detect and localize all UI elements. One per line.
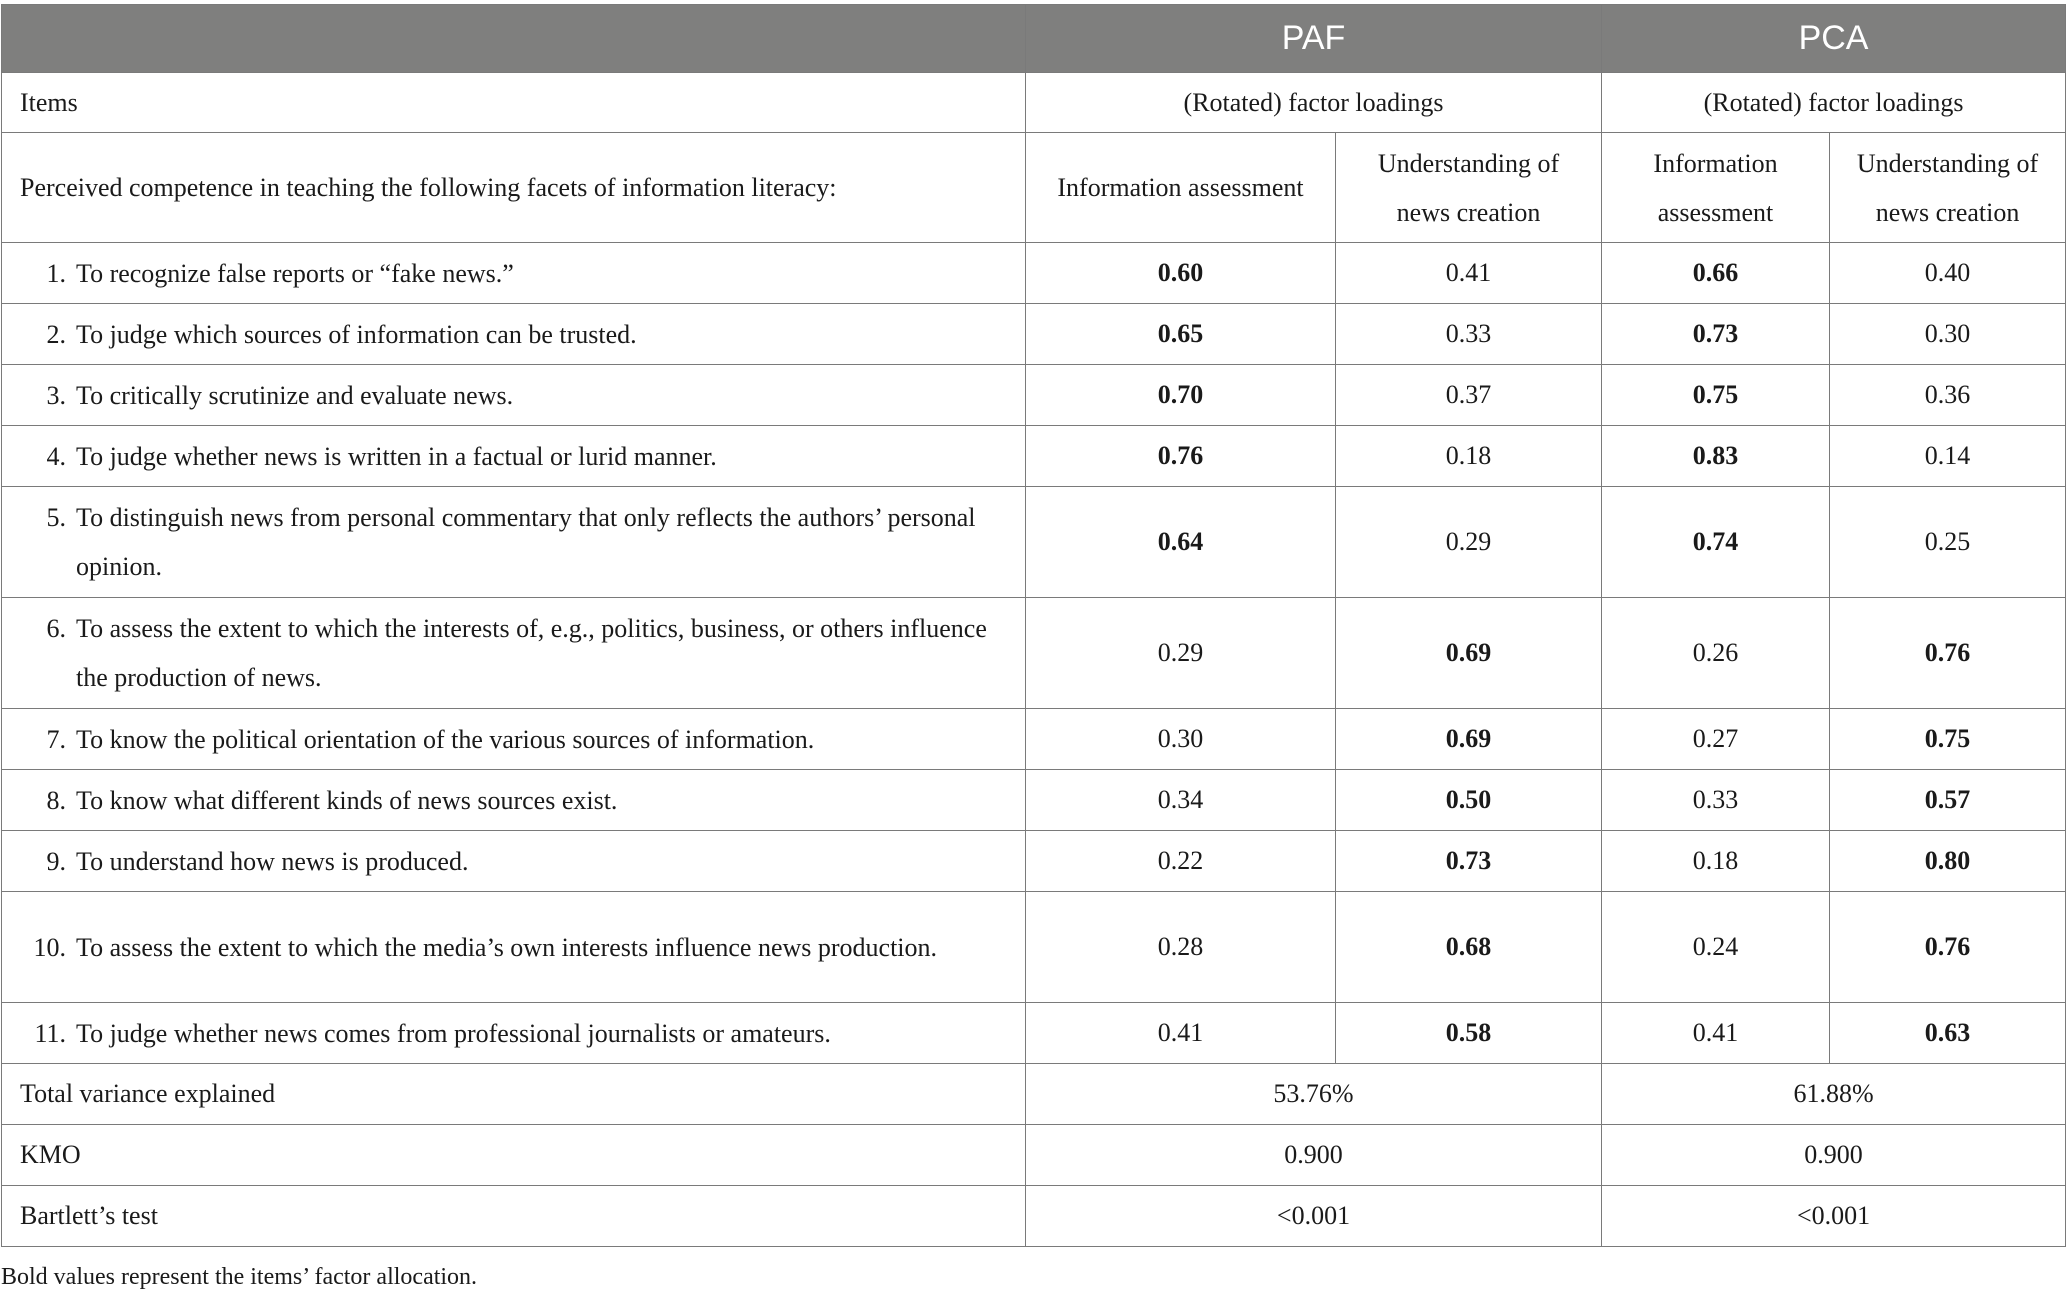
table-row: [2, 304, 2066, 365]
paf-factor-2-loading: [1336, 770, 1602, 831]
item-text: To judge whether news comes from professional journalists or amateurs.: [76, 1018, 831, 1048]
item-cell: [2, 892, 1026, 1003]
pca-factor-1-loading: [1602, 1003, 1830, 1064]
item-content: [20, 604, 1007, 702]
item-text: To judge whether news is written in a factual or lurid manner.: [76, 441, 717, 471]
item-number: 6.: [46, 614, 66, 643]
item-cell: [2, 770, 1026, 831]
pca-factor-2-loading: [1830, 770, 2066, 831]
item-number: 7.: [46, 724, 66, 754]
paf-factor-1-loading-value: 0.76: [1157, 441, 1204, 470]
item-cell: [2, 243, 1026, 304]
summary-row: [2, 1064, 2066, 1125]
paf-factor-2-loading: [1336, 598, 1602, 709]
pca-factor-1-loading-value: 0.18: [1692, 846, 1739, 875]
factor-loadings-table: [1, 4, 2066, 1247]
pca-factor-2-loading-value: 0.30: [1924, 319, 1971, 348]
item-number: 10.: [33, 932, 66, 962]
pca-factor-1-loading-value: 0.75: [1692, 380, 1739, 409]
paf-factor-1-loading-value: 0.22: [1157, 846, 1204, 875]
pca-factor-2-loading: [1830, 892, 2066, 1003]
item-number: 11.: [34, 1018, 66, 1048]
paf-factor-1-loading: [1026, 1003, 1336, 1064]
pca-factor-1-loading-value: 0.74: [1692, 527, 1739, 556]
table-row: [2, 426, 2066, 487]
pca-loadings-label: (Rotated) factor loadings: [1602, 73, 2066, 133]
paf-factor-2-loading: [1336, 892, 1602, 1003]
pca-factor-1-loading: [1602, 831, 1830, 892]
table-row: [2, 1003, 2066, 1064]
pca-factor-2-loading: [1830, 831, 2066, 892]
pca-factor-1-loading-value: 0.26: [1692, 638, 1739, 667]
item-text: To recognize false reports or “fake news.”: [76, 258, 514, 288]
item-content: [20, 1009, 1007, 1058]
pca-factor-1-loading: [1602, 365, 1830, 426]
pca-factor-2-label: Understanding of news creation: [1830, 133, 2066, 243]
summary-row: [2, 1125, 2066, 1186]
factor-loadings-table-wrapper: [1, 4, 2065, 1247]
pca-factor-2-loading: [1830, 598, 2066, 709]
paf-factor-1-loading-value: 0.34: [1157, 785, 1204, 814]
pca-factor-2-loading-value: 0.14: [1924, 441, 1971, 470]
pca-factor-1-loading: [1602, 598, 1830, 709]
factor-prompt: Perceived competence in teaching the following facets of information literacy:: [2, 133, 1026, 243]
subheader-row: [2, 73, 2066, 133]
pca-factor-2-loading-value: 0.25: [1924, 527, 1971, 556]
pca-factor-1-loading-value: 0.73: [1692, 319, 1739, 348]
paf-factor-2-loading: [1336, 487, 1602, 598]
item-content: [20, 837, 1007, 886]
pca-factor-2-loading-value: 0.36: [1924, 380, 1971, 409]
paf-factor-2-label: Understanding of news creation: [1336, 133, 1602, 243]
method-header-row: [2, 5, 2066, 73]
pca-factor-1-label: Information assessment: [1602, 133, 1830, 243]
factor-names-row: [2, 133, 2066, 243]
table-row: [2, 365, 2066, 426]
item-content: [20, 493, 1007, 591]
pca-factor-2-loading-value: 0.57: [1924, 785, 1971, 814]
item-number: 9.: [46, 846, 66, 876]
paf-header: PAF: [1026, 5, 1602, 73]
item-cell: [2, 426, 1026, 487]
item-content: [20, 432, 1007, 481]
item-number: 3.: [46, 380, 66, 410]
pca-factor-2-loading: [1830, 365, 2066, 426]
paf-factor-1-loading-value: 0.29: [1157, 638, 1204, 667]
item-cell: [2, 487, 1026, 598]
item-text: To assess the extent to which the media’s own interests influence news production.: [76, 932, 938, 962]
pca-factor-2-loading-value: 0.63: [1924, 1018, 1971, 1047]
paf-factor-1-label: Information assessment: [1026, 133, 1336, 243]
item-content: [20, 776, 1007, 825]
paf-factor-1-loading: [1026, 365, 1336, 426]
paf-factor-2-loading-value: 0.58: [1445, 1018, 1492, 1047]
pca-factor-2-loading-value: 0.76: [1924, 932, 1971, 961]
summary-paf-value: 0.900: [1026, 1125, 1602, 1186]
paf-factor-1-loading: [1026, 892, 1336, 1003]
item-cell: [2, 598, 1026, 709]
items-label: Items: [2, 73, 1026, 133]
summary-label: Total variance explained: [2, 1064, 1026, 1125]
pca-factor-1-loading: [1602, 426, 1830, 487]
paf-factor-1-loading: [1026, 709, 1336, 770]
table-row: [2, 892, 2066, 1003]
paf-factor-2-loading: [1336, 426, 1602, 487]
pca-factor-1-loading: [1602, 709, 1830, 770]
summary-pca-value: 0.900: [1602, 1125, 2066, 1186]
summary-pca-value: <0.001: [1602, 1186, 2066, 1247]
pca-factor-1-loading: [1602, 243, 1830, 304]
paf-factor-1-loading: [1026, 487, 1336, 598]
pca-factor-2-loading-value: 0.40: [1924, 258, 1971, 287]
item-cell: [2, 1003, 1026, 1064]
header-empty-cell: [2, 5, 1026, 73]
item-text: To judge which sources of information can be trusted.: [76, 319, 637, 349]
table-row: [2, 598, 2066, 709]
pca-factor-1-loading: [1602, 770, 1830, 831]
pca-factor-1-loading: [1602, 304, 1830, 365]
paf-loadings-label: (Rotated) factor loadings: [1026, 73, 1602, 133]
paf-factor-2-loading-value: 0.18: [1445, 441, 1492, 470]
paf-factor-2-loading-value: 0.41: [1445, 258, 1492, 287]
paf-factor-2-loading: [1336, 1003, 1602, 1064]
item-text: To critically scrutinize and evaluate news.: [76, 380, 514, 410]
paf-factor-2-loading-value: 0.50: [1445, 785, 1492, 814]
pca-factor-1-loading-value: 0.24: [1692, 932, 1739, 961]
item-cell: [2, 831, 1026, 892]
summary-label: Bartlett’s test: [2, 1186, 1026, 1247]
paf-factor-1-loading: [1026, 598, 1336, 709]
summary-row: [2, 1186, 2066, 1247]
pca-factor-2-loading: [1830, 426, 2066, 487]
paf-factor-1-loading-value: 0.70: [1157, 380, 1204, 409]
paf-factor-2-loading: [1336, 304, 1602, 365]
paf-factor-1-loading: [1026, 770, 1336, 831]
summary-pca-value: 61.88%: [1602, 1064, 2066, 1125]
item-cell: [2, 365, 1026, 426]
pca-factor-2-loading-value: 0.75: [1924, 724, 1971, 753]
paf-factor-2-loading-value: 0.68: [1445, 932, 1492, 961]
paf-factor-1-loading-value: 0.64: [1157, 527, 1204, 556]
paf-factor-2-loading-value: 0.29: [1445, 527, 1492, 556]
pca-factor-1-loading-value: 0.66: [1692, 258, 1739, 287]
item-number: 5.: [46, 503, 66, 532]
item-text: To understand how news is produced.: [76, 846, 469, 876]
pca-factor-1-loading: [1602, 892, 1830, 1003]
paf-factor-2-loading-value: 0.37: [1445, 380, 1492, 409]
item-cell: [2, 709, 1026, 770]
item-text: To distinguish news from personal commentary that only reflects the authors’ personal opinion.: [76, 503, 976, 581]
paf-factor-2-loading: [1336, 243, 1602, 304]
summary-label: KMO: [2, 1125, 1026, 1186]
paf-factor-1-loading: [1026, 243, 1336, 304]
paf-factor-1-loading-value: 0.41: [1157, 1018, 1204, 1047]
pca-factor-1-loading-value: 0.33: [1692, 785, 1739, 814]
paf-factor-2-loading: [1336, 831, 1602, 892]
paf-factor-1-loading-value: 0.28: [1157, 932, 1204, 961]
table-footnote: Bold values represent the items’ factor allocation.: [1, 1264, 478, 1290]
item-content: [20, 249, 1007, 298]
pca-factor-2-loading: [1830, 487, 2066, 598]
item-number: 2.: [46, 319, 66, 349]
item-content: [20, 715, 1007, 764]
table-row: [2, 709, 2066, 770]
pca-factor-2-loading: [1830, 304, 2066, 365]
paf-factor-2-loading-value: 0.33: [1445, 319, 1492, 348]
item-text: To assess the extent to which the interests of, e.g., politics, business, or others influence the production of news.: [76, 614, 987, 692]
item-number: 8.: [46, 785, 66, 815]
paf-factor-1-loading: [1026, 304, 1336, 365]
paf-factor-2-loading-value: 0.69: [1445, 638, 1492, 667]
item-number: 1.: [46, 258, 66, 288]
item-content: [20, 310, 1007, 359]
paf-factor-2-loading: [1336, 709, 1602, 770]
paf-factor-2-loading: [1336, 365, 1602, 426]
paf-factor-2-loading-value: 0.69: [1445, 724, 1492, 753]
paf-factor-1-loading: [1026, 831, 1336, 892]
paf-factor-1-loading: [1026, 426, 1336, 487]
item-number: 4.: [46, 441, 66, 471]
pca-factor-2-loading: [1830, 709, 2066, 770]
table-row: [2, 770, 2066, 831]
summary-paf-value: 53.76%: [1026, 1064, 1602, 1125]
pca-factor-2-loading-value: 0.76: [1924, 638, 1971, 667]
item-text: To know what different kinds of news sources exist.: [76, 785, 618, 815]
paf-factor-1-loading-value: 0.30: [1157, 724, 1204, 753]
item-content: [20, 923, 1007, 972]
pca-factor-2-loading: [1830, 243, 2066, 304]
pca-factor-1-loading: [1602, 487, 1830, 598]
paf-factor-1-loading-value: 0.65: [1157, 319, 1204, 348]
pca-header: PCA: [1602, 5, 2066, 73]
paf-factor-2-loading-value: 0.73: [1445, 846, 1492, 875]
pca-factor-1-loading-value: 0.41: [1692, 1018, 1739, 1047]
item-content: [20, 371, 1007, 420]
table-row: [2, 831, 2066, 892]
item-text: To know the political orientation of the various sources of information.: [76, 724, 815, 754]
pca-factor-1-loading-value: 0.83: [1692, 441, 1739, 470]
summary-paf-value: <0.001: [1026, 1186, 1602, 1247]
paf-factor-1-loading-value: 0.60: [1157, 258, 1204, 287]
table-row: [2, 243, 2066, 304]
item-cell: [2, 304, 1026, 365]
table-row: [2, 487, 2066, 598]
pca-factor-2-loading: [1830, 1003, 2066, 1064]
pca-factor-2-loading-value: 0.80: [1924, 846, 1971, 875]
pca-factor-1-loading-value: 0.27: [1692, 724, 1739, 753]
